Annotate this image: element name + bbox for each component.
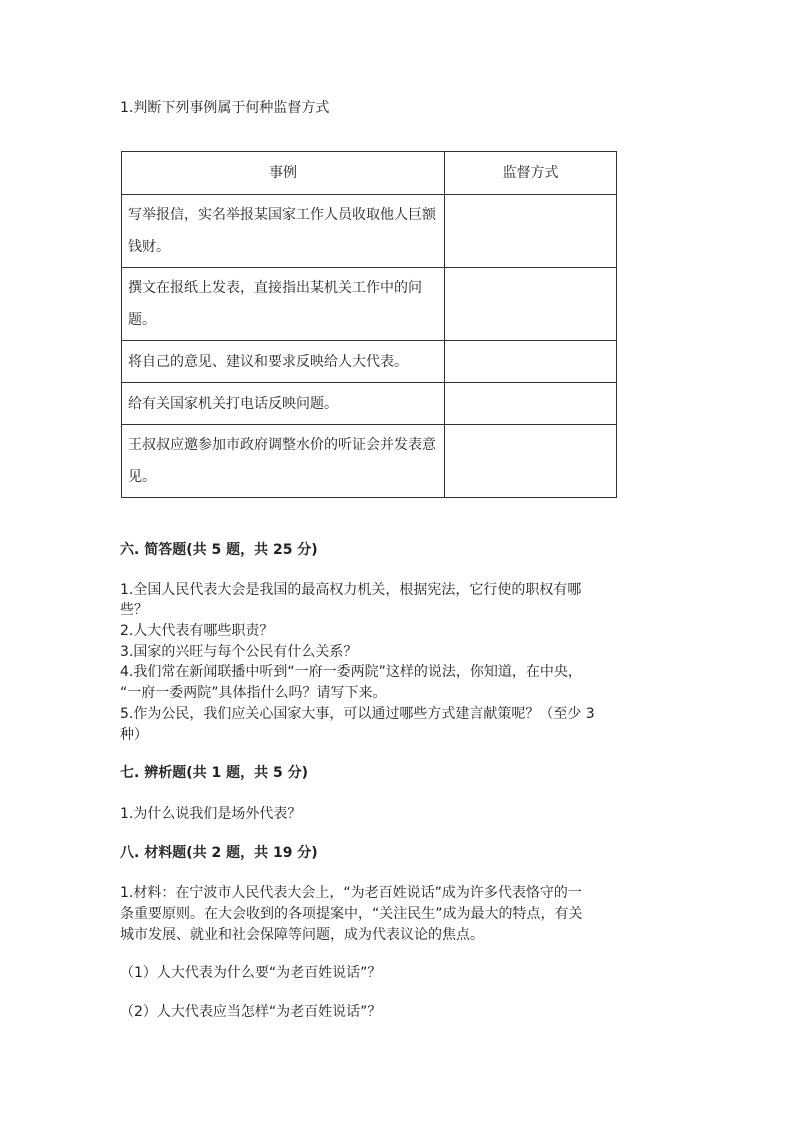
table-cell-method-input[interactable] — [445, 268, 617, 341]
question-text: 种） — [120, 727, 148, 743]
question-text: 些？ — [120, 602, 148, 618]
sub-question: （1）人大代表为什么要“为老百姓说话”？ — [120, 965, 382, 981]
table-cell-event: 王叔叔应邀参加市政府调整水价的听证会并发表意见。 — [122, 425, 445, 498]
question-text: 1.为什么说我们是场外代表？ — [120, 806, 302, 822]
material-text: 1.材料：在宁波市人民代表大会上，“为老百姓说话”成为许多代表恪守的一 — [120, 885, 582, 901]
table-row — [122, 425, 617, 498]
section-title-short-answer: 六. 简答题(共 5 题，共 25 分) — [120, 542, 318, 558]
sub-question: （2）人大代表应当怎样“为老百姓说话”？ — [120, 1004, 382, 1020]
table-cell-event: 写举报信，实名举报某国家工作人员收取他人巨额钱财。 — [122, 195, 445, 268]
question-text: 2.人大代表有哪些职责？ — [120, 623, 274, 639]
question-text: “一府一委两院”具体指什么吗？请写下来。 — [120, 685, 387, 701]
table-cell-event: 给有关国家机关打电话反映问题。 — [122, 383, 445, 425]
table-row — [122, 195, 617, 268]
table-cell-method-input[interactable] — [445, 341, 617, 383]
table-cell-event: 撰文在报纸上发表，直接指出某机关工作中的问题。 — [122, 268, 445, 341]
table-header-method: 监督方式 — [445, 152, 617, 195]
question-text: 3.国家的兴旺与每个公民有什么关系？ — [120, 644, 358, 660]
question-text: 1.全国人民代表大会是我国的最高权力机关，根据宪法，它行使的职权有哪 — [120, 582, 582, 598]
table-cell-method-input[interactable] — [445, 425, 617, 498]
material-text: 城市发展、就业和社会保障等问题，成为代表议论的焦点。 — [120, 927, 484, 943]
section-title-analysis: 七. 辨析题(共 1 题，共 5 分) — [120, 765, 308, 781]
table-cell-event: 将自己的意见、建议和要求反映给人大代表。 — [122, 341, 445, 383]
question-judge-title: 1.判断下列事例属于何种监督方式 — [120, 100, 330, 116]
supervision-table — [121, 151, 617, 498]
question-text: 4.我们常在新闻联播中听到“一府一委两院”这样的说法，你知道，在中央， — [120, 664, 582, 680]
table-cell-method-input[interactable] — [445, 195, 617, 268]
table-row — [122, 341, 617, 383]
table-header-event: 事例 — [122, 152, 445, 195]
table-header-row — [122, 152, 617, 195]
material-text: 条重要原则。在大会收到的各项提案中，“关注民生”成为最大的特点，有关 — [120, 906, 583, 922]
table-row — [122, 383, 617, 425]
table-cell-method-input[interactable] — [445, 383, 617, 425]
question-text: 5.作为公民，我们应关心国家大事，可以通过哪些方式建言献策呢？（至少 3 — [120, 706, 595, 722]
table-row — [122, 268, 617, 341]
section-title-material: 八. 材料题(共 2 题，共 19 分) — [120, 845, 318, 861]
